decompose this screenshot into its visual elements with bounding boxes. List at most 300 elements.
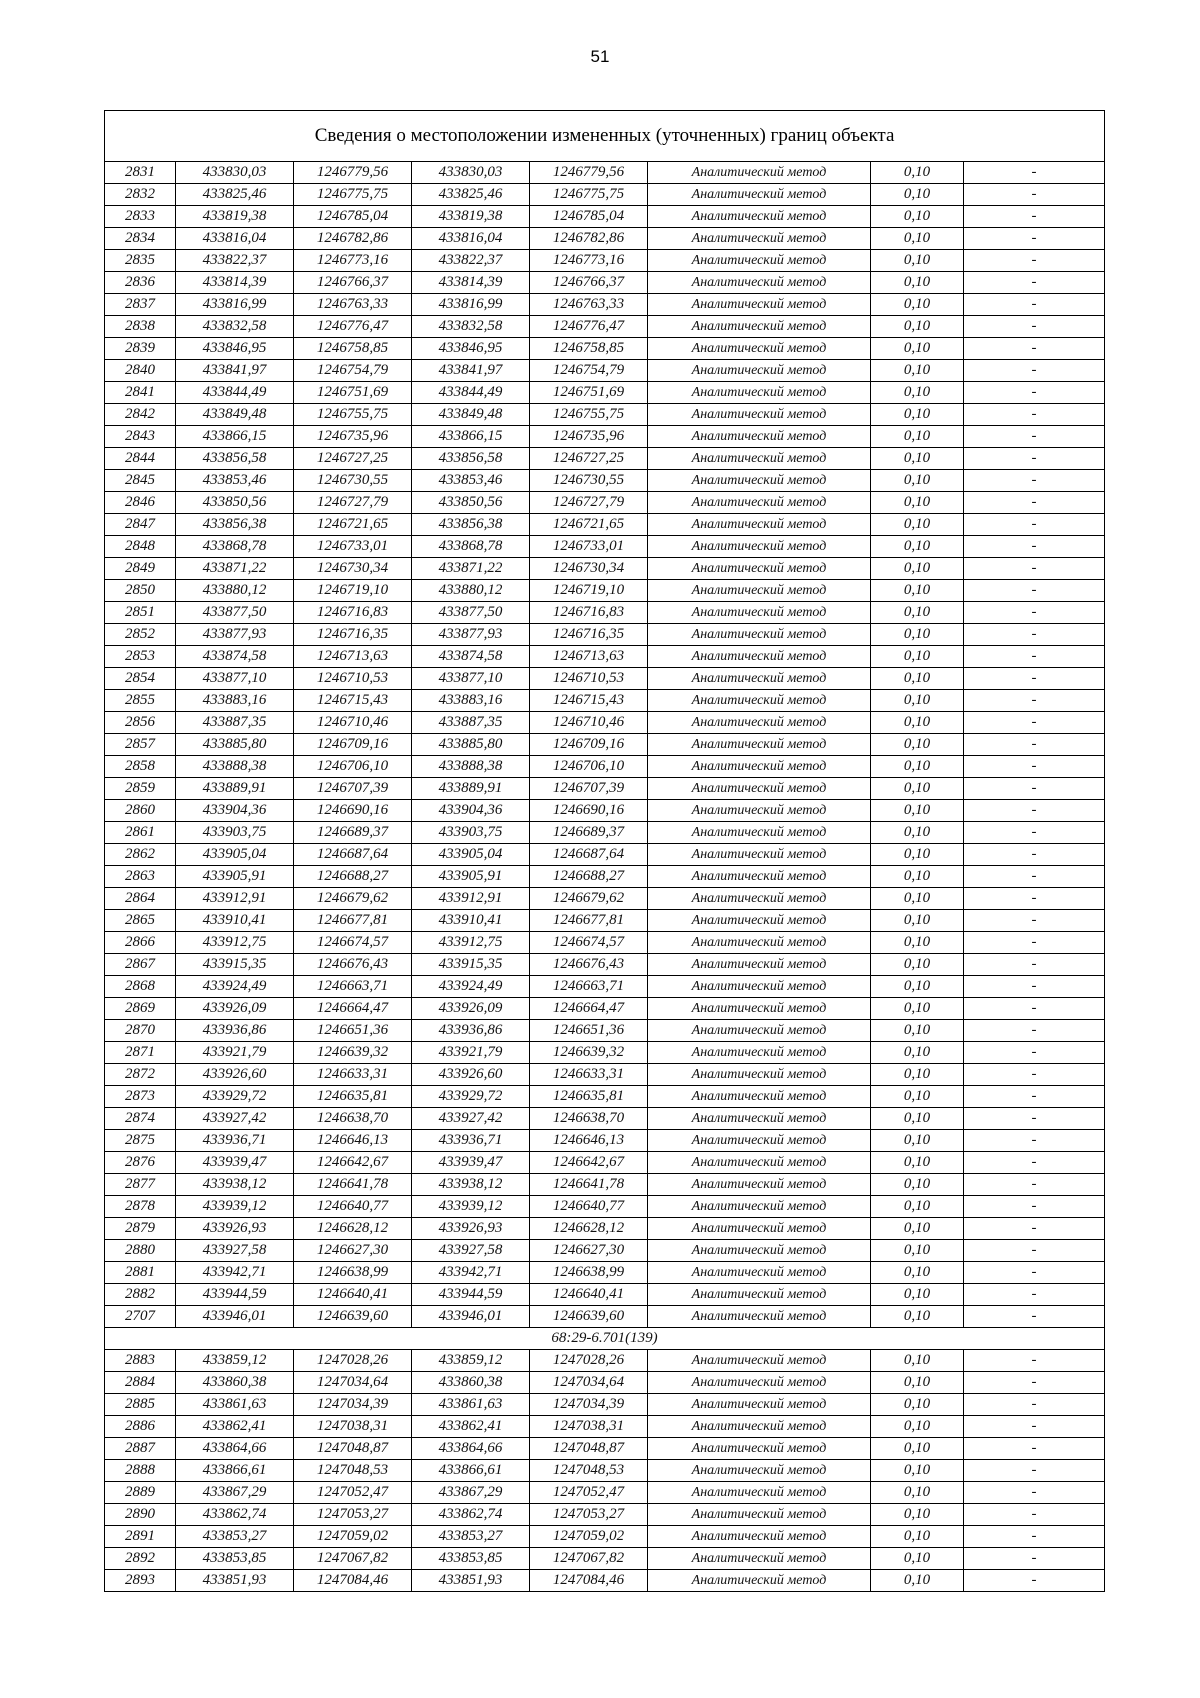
- method-cell: Аналитический метод: [648, 316, 871, 338]
- x-new-cell: 433944,59: [412, 1284, 530, 1306]
- x-new-cell: 433880,12: [412, 580, 530, 602]
- accuracy-cell: 0,10: [871, 1306, 964, 1328]
- y-existing-cell: 1246773,16: [294, 250, 412, 272]
- table-row: [105, 1218, 1105, 1240]
- x-existing-cell: 433946,01: [176, 1306, 294, 1328]
- accuracy-cell: 0,10: [871, 162, 964, 184]
- y-existing-cell: 1246628,12: [294, 1218, 412, 1240]
- x-existing-cell: 433814,39: [176, 272, 294, 294]
- description-cell: -: [964, 1174, 1105, 1196]
- accuracy-cell: 0,10: [871, 580, 964, 602]
- method-cell: Аналитический метод: [648, 1482, 871, 1504]
- table-row: [105, 1482, 1105, 1504]
- table-row: [105, 712, 1105, 734]
- method-cell: Аналитический метод: [648, 426, 871, 448]
- y-existing-cell: 1246638,99: [294, 1262, 412, 1284]
- x-existing-cell: 433877,50: [176, 602, 294, 624]
- accuracy-cell: 0,10: [871, 800, 964, 822]
- x-new-cell: 433816,99: [412, 294, 530, 316]
- y-new-cell: 1247059,02: [530, 1526, 648, 1548]
- point-number-cell: 2870: [105, 1020, 176, 1042]
- x-new-cell: 433860,38: [412, 1372, 530, 1394]
- y-new-cell: 1246646,13: [530, 1130, 648, 1152]
- description-cell: -: [964, 1350, 1105, 1372]
- x-new-cell: 433912,75: [412, 932, 530, 954]
- x-existing-cell: 433944,59: [176, 1284, 294, 1306]
- y-existing-cell: 1246730,34: [294, 558, 412, 580]
- description-cell: -: [964, 272, 1105, 294]
- point-number-cell: 2883: [105, 1350, 176, 1372]
- y-new-cell: 1246638,99: [530, 1262, 648, 1284]
- description-cell: -: [964, 1020, 1105, 1042]
- y-new-cell: 1246755,75: [530, 404, 648, 426]
- y-existing-cell: 1247034,64: [294, 1372, 412, 1394]
- x-existing-cell: 433849,48: [176, 404, 294, 426]
- description-cell: -: [964, 1218, 1105, 1240]
- method-cell: Аналитический метод: [648, 888, 871, 910]
- description-cell: -: [964, 932, 1105, 954]
- description-cell: -: [964, 778, 1105, 800]
- x-existing-cell: 433856,58: [176, 448, 294, 470]
- accuracy-cell: 0,10: [871, 602, 964, 624]
- description-cell: -: [964, 1196, 1105, 1218]
- method-cell: Аналитический метод: [648, 294, 871, 316]
- accuracy-cell: 0,10: [871, 228, 964, 250]
- x-new-cell: 433832,58: [412, 316, 530, 338]
- accuracy-cell: 0,10: [871, 558, 964, 580]
- x-existing-cell: 433912,75: [176, 932, 294, 954]
- description-cell: -: [964, 734, 1105, 756]
- table-row: [105, 822, 1105, 844]
- point-number-cell: 2869: [105, 998, 176, 1020]
- y-existing-cell: 1246716,35: [294, 624, 412, 646]
- point-number-cell: 2838: [105, 316, 176, 338]
- table-row: [105, 602, 1105, 624]
- y-existing-cell: 1247084,46: [294, 1570, 412, 1592]
- description-cell: -: [964, 558, 1105, 580]
- x-existing-cell: 433860,38: [176, 1372, 294, 1394]
- accuracy-cell: 0,10: [871, 360, 964, 382]
- accuracy-cell: 0,10: [871, 492, 964, 514]
- description-cell: -: [964, 822, 1105, 844]
- accuracy-cell: 0,10: [871, 1416, 964, 1438]
- table-row: [105, 536, 1105, 558]
- description-cell: -: [964, 404, 1105, 426]
- table-row: [105, 800, 1105, 822]
- table-row: [105, 514, 1105, 536]
- accuracy-cell: 0,10: [871, 1020, 964, 1042]
- point-number-cell: 2860: [105, 800, 176, 822]
- y-existing-cell: 1246709,16: [294, 734, 412, 756]
- table-row: [105, 1416, 1105, 1438]
- y-new-cell: 1247038,31: [530, 1416, 648, 1438]
- y-existing-cell: 1247067,82: [294, 1548, 412, 1570]
- table-row: [105, 580, 1105, 602]
- accuracy-cell: 0,10: [871, 536, 964, 558]
- description-cell: -: [964, 910, 1105, 932]
- table-row: [105, 1262, 1105, 1284]
- method-cell: Аналитический метод: [648, 734, 871, 756]
- x-new-cell: 433867,29: [412, 1482, 530, 1504]
- x-new-cell: 433926,93: [412, 1218, 530, 1240]
- table-row: [105, 206, 1105, 228]
- y-existing-cell: 1246677,81: [294, 910, 412, 932]
- point-number-cell: 2840: [105, 360, 176, 382]
- y-existing-cell: 1246751,69: [294, 382, 412, 404]
- y-new-cell: 1246651,36: [530, 1020, 648, 1042]
- table-row: [105, 1174, 1105, 1196]
- method-cell: Аналитический метод: [648, 1548, 871, 1570]
- y-existing-cell: 1246688,27: [294, 866, 412, 888]
- point-number-cell: 2707: [105, 1306, 176, 1328]
- accuracy-cell: 0,10: [871, 1526, 964, 1548]
- page-number: 51: [590, 47, 610, 66]
- x-new-cell: 433905,04: [412, 844, 530, 866]
- accuracy-cell: 0,10: [871, 668, 964, 690]
- accuracy-cell: 0,10: [871, 734, 964, 756]
- method-cell: Аналитический метод: [648, 1416, 871, 1438]
- table-row: [105, 1306, 1105, 1328]
- description-cell: -: [964, 360, 1105, 382]
- y-existing-cell: 1246707,39: [294, 778, 412, 800]
- x-new-cell: 433921,79: [412, 1042, 530, 1064]
- point-number-cell: 2866: [105, 932, 176, 954]
- x-new-cell: 433819,38: [412, 206, 530, 228]
- y-new-cell: 1246719,10: [530, 580, 648, 602]
- accuracy-cell: 0,10: [871, 976, 964, 998]
- table-row: [105, 1570, 1105, 1592]
- y-new-cell: 1246676,43: [530, 954, 648, 976]
- accuracy-cell: 0,10: [871, 1504, 964, 1526]
- description-cell: -: [964, 492, 1105, 514]
- x-existing-cell: 433889,91: [176, 778, 294, 800]
- x-new-cell: 433905,91: [412, 866, 530, 888]
- table-row: [105, 844, 1105, 866]
- y-new-cell: 1246627,30: [530, 1240, 648, 1262]
- x-existing-cell: 433822,37: [176, 250, 294, 272]
- y-new-cell: 1246758,85: [530, 338, 648, 360]
- y-new-cell: 1247067,82: [530, 1548, 648, 1570]
- accuracy-cell: 0,10: [871, 250, 964, 272]
- point-number-cell: 2863: [105, 866, 176, 888]
- x-existing-cell: 433844,49: [176, 382, 294, 404]
- x-new-cell: 433851,93: [412, 1570, 530, 1592]
- accuracy-cell: 0,10: [871, 1130, 964, 1152]
- point-number-cell: 2842: [105, 404, 176, 426]
- method-cell: Аналитический метод: [648, 1350, 871, 1372]
- table-row: [105, 954, 1105, 976]
- x-new-cell: 433946,01: [412, 1306, 530, 1328]
- method-cell: Аналитический метод: [648, 272, 871, 294]
- y-existing-cell: 1246782,86: [294, 228, 412, 250]
- table-row: [105, 382, 1105, 404]
- method-cell: Аналитический метод: [648, 624, 871, 646]
- method-cell: Аналитический метод: [648, 602, 871, 624]
- x-existing-cell: 433903,75: [176, 822, 294, 844]
- x-existing-cell: 433883,16: [176, 690, 294, 712]
- method-cell: Аналитический метод: [648, 448, 871, 470]
- x-new-cell: 433883,16: [412, 690, 530, 712]
- accuracy-cell: 0,10: [871, 294, 964, 316]
- y-existing-cell: 1246640,41: [294, 1284, 412, 1306]
- method-cell: Аналитический метод: [648, 1262, 871, 1284]
- method-cell: Аналитический метод: [648, 954, 871, 976]
- y-existing-cell: 1246633,31: [294, 1064, 412, 1086]
- x-new-cell: 433887,35: [412, 712, 530, 734]
- table-row: [105, 338, 1105, 360]
- x-new-cell: 433830,03: [412, 162, 530, 184]
- y-new-cell: 1246663,71: [530, 976, 648, 998]
- x-new-cell: 433850,56: [412, 492, 530, 514]
- method-cell: Аналитический метод: [648, 1306, 871, 1328]
- method-cell: Аналитический метод: [648, 1152, 871, 1174]
- x-new-cell: 433853,85: [412, 1548, 530, 1570]
- point-number-cell: 2879: [105, 1218, 176, 1240]
- y-existing-cell: 1246721,65: [294, 514, 412, 536]
- table-row: [105, 1130, 1105, 1152]
- x-existing-cell: 433924,49: [176, 976, 294, 998]
- accuracy-cell: 0,10: [871, 712, 964, 734]
- x-new-cell: 433904,36: [412, 800, 530, 822]
- y-existing-cell: 1246679,62: [294, 888, 412, 910]
- description-cell: -: [964, 712, 1105, 734]
- description-cell: -: [964, 1306, 1105, 1328]
- table-row: [105, 360, 1105, 382]
- x-new-cell: 433927,58: [412, 1240, 530, 1262]
- y-new-cell: 1246664,47: [530, 998, 648, 1020]
- y-existing-cell: 1246687,64: [294, 844, 412, 866]
- point-number-cell: 2836: [105, 272, 176, 294]
- description-cell: -: [964, 316, 1105, 338]
- method-cell: Аналитический метод: [648, 1196, 871, 1218]
- y-new-cell: 1246677,81: [530, 910, 648, 932]
- description-cell: -: [964, 1064, 1105, 1086]
- table-row: [105, 272, 1105, 294]
- point-number-cell: 2874: [105, 1108, 176, 1130]
- y-new-cell: 1246628,12: [530, 1218, 648, 1240]
- point-number-cell: 2834: [105, 228, 176, 250]
- accuracy-cell: 0,10: [871, 1086, 964, 1108]
- x-existing-cell: 433880,12: [176, 580, 294, 602]
- y-new-cell: 1246733,01: [530, 536, 648, 558]
- accuracy-cell: 0,10: [871, 514, 964, 536]
- x-new-cell: 433938,12: [412, 1174, 530, 1196]
- description-cell: -: [964, 1152, 1105, 1174]
- y-new-cell: 1246642,67: [530, 1152, 648, 1174]
- accuracy-cell: 0,10: [871, 624, 964, 646]
- description-cell: -: [964, 1438, 1105, 1460]
- point-number-cell: 2867: [105, 954, 176, 976]
- method-cell: Аналитический метод: [648, 1460, 871, 1482]
- accuracy-cell: 0,10: [871, 272, 964, 294]
- description-cell: -: [964, 1042, 1105, 1064]
- method-cell: Аналитический метод: [648, 778, 871, 800]
- y-existing-cell: 1246635,81: [294, 1086, 412, 1108]
- method-cell: Аналитический метод: [648, 184, 871, 206]
- x-new-cell: 433936,86: [412, 1020, 530, 1042]
- table-row: [105, 866, 1105, 888]
- y-existing-cell: 1246640,77: [294, 1196, 412, 1218]
- point-number-cell: 2831: [105, 162, 176, 184]
- description-cell: -: [964, 756, 1105, 778]
- point-number-cell: 2858: [105, 756, 176, 778]
- y-new-cell: 1246690,16: [530, 800, 648, 822]
- accuracy-cell: 0,10: [871, 646, 964, 668]
- x-new-cell: 433939,12: [412, 1196, 530, 1218]
- x-new-cell: 433866,61: [412, 1460, 530, 1482]
- x-existing-cell: 433868,78: [176, 536, 294, 558]
- point-number-cell: 2888: [105, 1460, 176, 1482]
- y-existing-cell: 1246766,37: [294, 272, 412, 294]
- table-row: [105, 1372, 1105, 1394]
- table-row: [105, 1108, 1105, 1130]
- x-existing-cell: 433816,04: [176, 228, 294, 250]
- description-cell: -: [964, 294, 1105, 316]
- accuracy-cell: 0,10: [871, 844, 964, 866]
- point-number-cell: 2882: [105, 1284, 176, 1306]
- y-new-cell: 1246638,70: [530, 1108, 648, 1130]
- x-existing-cell: 433853,85: [176, 1548, 294, 1570]
- description-cell: -: [964, 624, 1105, 646]
- accuracy-cell: 0,10: [871, 470, 964, 492]
- x-new-cell: 433866,15: [412, 426, 530, 448]
- y-new-cell: 1246710,46: [530, 712, 648, 734]
- y-new-cell: 1246635,81: [530, 1086, 648, 1108]
- method-cell: Аналитический метод: [648, 712, 871, 734]
- x-new-cell: 433856,58: [412, 448, 530, 470]
- y-new-cell: 1246735,96: [530, 426, 648, 448]
- method-cell: Аналитический метод: [648, 536, 871, 558]
- x-existing-cell: 433929,72: [176, 1086, 294, 1108]
- point-number-cell: 2844: [105, 448, 176, 470]
- table-row: [105, 976, 1105, 998]
- accuracy-cell: 0,10: [871, 1218, 964, 1240]
- y-existing-cell: 1246674,57: [294, 932, 412, 954]
- description-cell: -: [964, 668, 1105, 690]
- point-number-cell: 2833: [105, 206, 176, 228]
- point-number-cell: 2843: [105, 426, 176, 448]
- y-existing-cell: 1247048,53: [294, 1460, 412, 1482]
- accuracy-cell: 0,10: [871, 448, 964, 470]
- point-number-cell: 2868: [105, 976, 176, 998]
- method-cell: Аналитический метод: [648, 1020, 871, 1042]
- table-row: [105, 888, 1105, 910]
- x-new-cell: 433915,35: [412, 954, 530, 976]
- y-new-cell: 1246679,62: [530, 888, 648, 910]
- accuracy-cell: 0,10: [871, 1064, 964, 1086]
- description-cell: -: [964, 250, 1105, 272]
- x-new-cell: 433853,27: [412, 1526, 530, 1548]
- y-new-cell: 1246687,64: [530, 844, 648, 866]
- y-new-cell: 1246639,32: [530, 1042, 648, 1064]
- point-number-cell: 2865: [105, 910, 176, 932]
- x-existing-cell: 433926,93: [176, 1218, 294, 1240]
- y-new-cell: 1247034,39: [530, 1394, 648, 1416]
- y-new-cell: 1246785,04: [530, 206, 648, 228]
- point-number-cell: 2884: [105, 1372, 176, 1394]
- point-number-cell: 2832: [105, 184, 176, 206]
- y-new-cell: 1247048,87: [530, 1438, 648, 1460]
- table-row: [105, 1504, 1105, 1526]
- accuracy-cell: 0,10: [871, 1438, 964, 1460]
- method-cell: Аналитический метод: [648, 1174, 871, 1196]
- method-cell: Аналитический метод: [648, 668, 871, 690]
- point-number-cell: 2892: [105, 1548, 176, 1570]
- x-new-cell: 433822,37: [412, 250, 530, 272]
- point-number-cell: 2876: [105, 1152, 176, 1174]
- y-existing-cell: 1246775,75: [294, 184, 412, 206]
- table-row: [105, 250, 1105, 272]
- accuracy-cell: 0,10: [871, 1372, 964, 1394]
- y-new-cell: 1246776,47: [530, 316, 648, 338]
- method-cell: Аналитический метод: [648, 228, 871, 250]
- description-cell: -: [964, 228, 1105, 250]
- table-row: [105, 1526, 1105, 1548]
- table-row: [105, 184, 1105, 206]
- y-existing-cell: 1246638,70: [294, 1108, 412, 1130]
- x-existing-cell: 433915,35: [176, 954, 294, 976]
- accuracy-cell: 0,10: [871, 1350, 964, 1372]
- y-new-cell: 1246639,60: [530, 1306, 648, 1328]
- x-new-cell: 433888,38: [412, 756, 530, 778]
- method-cell: Аналитический метод: [648, 558, 871, 580]
- table-row: [105, 1064, 1105, 1086]
- x-new-cell: 433814,39: [412, 272, 530, 294]
- accuracy-cell: 0,10: [871, 1042, 964, 1064]
- description-cell: -: [964, 1284, 1105, 1306]
- table-row: [105, 1086, 1105, 1108]
- x-existing-cell: 433939,12: [176, 1196, 294, 1218]
- table-row: [105, 492, 1105, 514]
- table-row: [105, 404, 1105, 426]
- x-existing-cell: 433912,91: [176, 888, 294, 910]
- y-new-cell: 1247028,26: [530, 1350, 648, 1372]
- x-existing-cell: 433888,38: [176, 756, 294, 778]
- accuracy-cell: 0,10: [871, 404, 964, 426]
- description-cell: -: [964, 580, 1105, 602]
- y-existing-cell: 1246627,30: [294, 1240, 412, 1262]
- table-row: [105, 646, 1105, 668]
- method-cell: Аналитический метод: [648, 1504, 871, 1526]
- description-cell: -: [964, 1570, 1105, 1592]
- method-cell: Аналитический метод: [648, 822, 871, 844]
- y-new-cell: 1246727,25: [530, 448, 648, 470]
- point-number-cell: 2853: [105, 646, 176, 668]
- table-row: [105, 1394, 1105, 1416]
- y-existing-cell: 1246715,43: [294, 690, 412, 712]
- x-existing-cell: 433942,71: [176, 1262, 294, 1284]
- point-number-cell: 2864: [105, 888, 176, 910]
- y-existing-cell: 1246664,47: [294, 998, 412, 1020]
- point-number-cell: 2857: [105, 734, 176, 756]
- x-new-cell: 433849,48: [412, 404, 530, 426]
- description-cell: -: [964, 1262, 1105, 1284]
- method-cell: Аналитический метод: [648, 206, 871, 228]
- method-cell: Аналитический метод: [648, 470, 871, 492]
- description-cell: -: [964, 1240, 1105, 1262]
- x-existing-cell: 433871,22: [176, 558, 294, 580]
- description-cell: -: [964, 1548, 1105, 1570]
- x-new-cell: 433910,41: [412, 910, 530, 932]
- x-existing-cell: 433832,58: [176, 316, 294, 338]
- table-row: [105, 448, 1105, 470]
- x-new-cell: 433926,60: [412, 1064, 530, 1086]
- method-cell: Аналитический метод: [648, 910, 871, 932]
- method-cell: Аналитический метод: [648, 1240, 871, 1262]
- x-new-cell: 433889,91: [412, 778, 530, 800]
- table-row: [105, 294, 1105, 316]
- coordinates-table-container: [104, 110, 1104, 1592]
